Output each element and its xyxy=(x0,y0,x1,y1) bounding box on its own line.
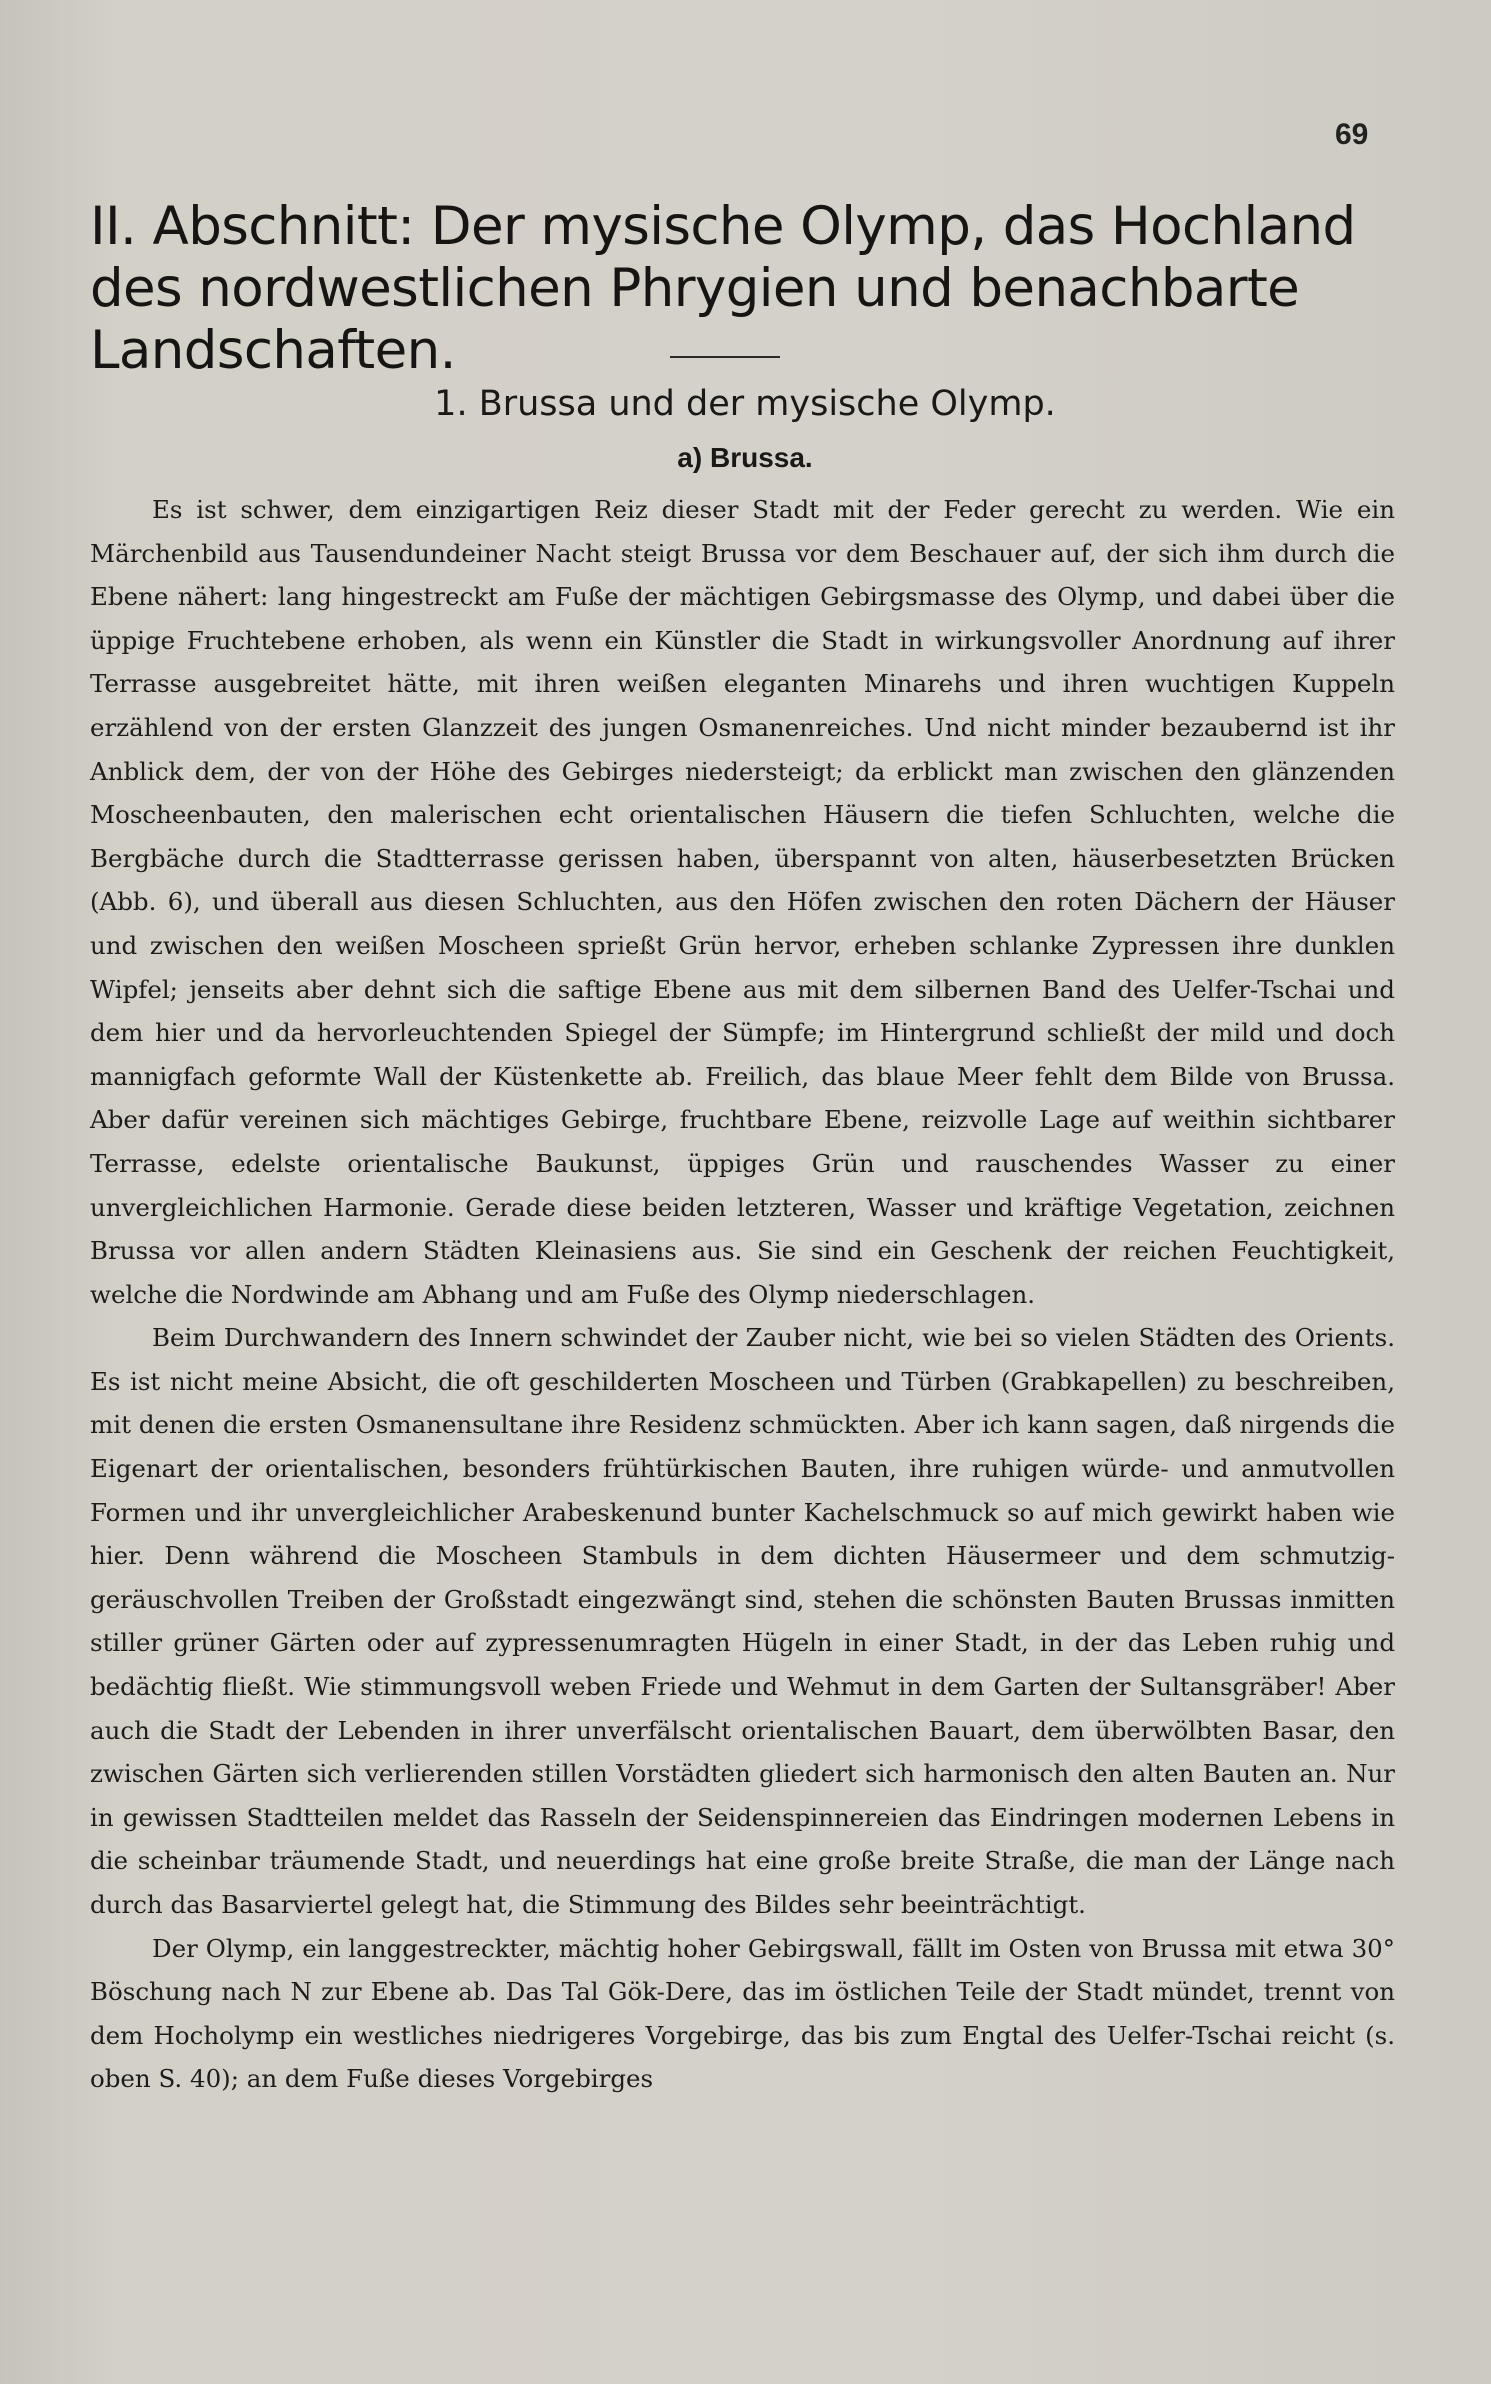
chapter-title: II. Abschnitt: Der mysische Olymp, das Hochland des nordwestlichen Phrygien und benachbarte Landschaften. xyxy=(90,196,1356,381)
body-text xyxy=(90,488,1395,2101)
paragraph-2: Beim Durchwandern des Innern schwindet der Zauber nicht, wie bei so vielen Städten des Orients. Es ist nicht meine Absicht, die oft geschilderten Moscheen und Türben (Grabkapellen) zu beschreiben, mit denen die ersten Osmanensultane ihre Residenz schmückten. Aber ich kann sagen, daß nirgends die Eigenart der orientalischen, besonders frühtürkischen Bauten, ihre ruhigen würde- und anmutvollen Formen und ihr unvergleichlicher Arabeskenund bunter Kachelschmuck so auf mich gewirkt haben wie hier. Denn während die Moscheen Stambuls in dem dichten Häusermeer und dem schmutzig-geräuschvollen Treiben der Großstadt eingezwängt sind, stehen die schönsten Bauten Brussas inmitten stiller grüner Gärten oder auf zypressenumragten Hügeln in einer Stadt, in der das Leben ruhig und bedächtig fließt. Wie stimmungsvoll weben Friede und Wehmut in dem Garten der Sultansgräber! Aber auch die Stadt der Lebenden in ihrer unverfälscht orientalischen Bauart, dem überwölbten Basar, den zwischen Gärten sich verlierenden stillen Vorstädten gliedert sich harmonisch den alten Bauten an. Nur in gewissen Stadtteilen meldet das Rasseln der Seidenspinnereien das Eindringen modernen Lebens in die scheinbar träumende Stadt, und neuerdings hat eine große breite Straße, die man der Länge nach durch das Basarviertel gelegt hat, die Stimmung des Bildes sehr beeinträchtigt. xyxy=(90,1323,1395,1919)
subsection-title: a) Brussa. xyxy=(677,442,813,473)
paragraph-3: Der Olymp, ein langgestreckter, mächtig hoher Gebirgswall, fällt im Osten von Brussa mit etwa 30° Böschung nach N zur Ebene ab. Das Tal Gök-Dere, das im östlichen Teile der Stadt mündet, trennt von dem Hocholymp ein westliches niedrigeres Vorgebirge, das bis zum Engtal des Uelfer-Tschai reicht (s. oben S. 40); an dem Fuße dieses Vorgebirges xyxy=(90,1933,1395,2094)
paragraph-1: Es ist schwer, dem einzigartigen Reiz dieser Stadt mit der Feder gerecht zu werden. Wie ein Märchenbild aus Tausendundeiner Nacht steigt Brussa vor dem Beschauer auf, der sich ihm durch die Ebene nähert: lang hingestreckt am Fuße der mächtigen Gebirgsmasse des Olymp, und dabei über die üppige Fruchtebene erhoben, als wenn ein Künstler die Stadt in wirkungsvoller Anordnung auf ihrer Terrasse ausgebreitet hätte, mit ihren weißen eleganten Minarehs und ihren wuchtigen Kuppeln erzählend von der ersten Glanzzeit des jungen Osmanenreiches. Und nicht minder bezaubernd ist ihr Anblick dem, der von der Höhe des Gebirges niedersteigt; da erblickt man zwischen den glänzenden Moscheenbauten, den malerischen echt orientalischen Häusern die tiefen Schluchten, welche die Bergbäche durch die Stadtterrasse gerissen haben, überspannt von alten, häuserbesetzten Brücken (Abb. 6), und überall aus diesen Schluchten, aus den Höfen zwischen den roten Dächern der Häuser und zwischen den weißen Moscheen sprießt Grün hervor, erheben schlanke Zypressen ihre dunklen Wipfel; jenseits aber dehnt sich die saftige Ebene aus mit dem silbernen Band des Uelfer-Tschai und dem hier und da hervorleuchtenden Spiegel der Sümpfe; im Hintergrund schließt der mild und doch mannigfach geformte Wall der Küstenkette ab. Freilich, das blaue Meer fehlt dem Bilde von Brussa. Aber dafür vereinen sich mächtiges Gebirge, fruchtbare Ebene, reizvolle Lage auf weithin sichtbarer Terrasse, edelste orientalische Baukunst, üppiges Grün und rauschendes Wasser zu einer unvergleichlichen Harmonie. Gerade diese beiden letzteren, Wasser und kräftige Vegetation, zeichnen Brussa vor allen andern Städten Kleinasiens aus. Sie sind ein Geschenk der reichen Feuchtigkeit, welche die Nordwinde am Abhang und am Fuße des Olymp niederschlagen. xyxy=(90,495,1395,1309)
section-title: 1. Brussa und der mysische Olymp. xyxy=(434,384,1056,424)
title-divider xyxy=(670,356,780,358)
page-number: 69 xyxy=(1335,118,1369,151)
